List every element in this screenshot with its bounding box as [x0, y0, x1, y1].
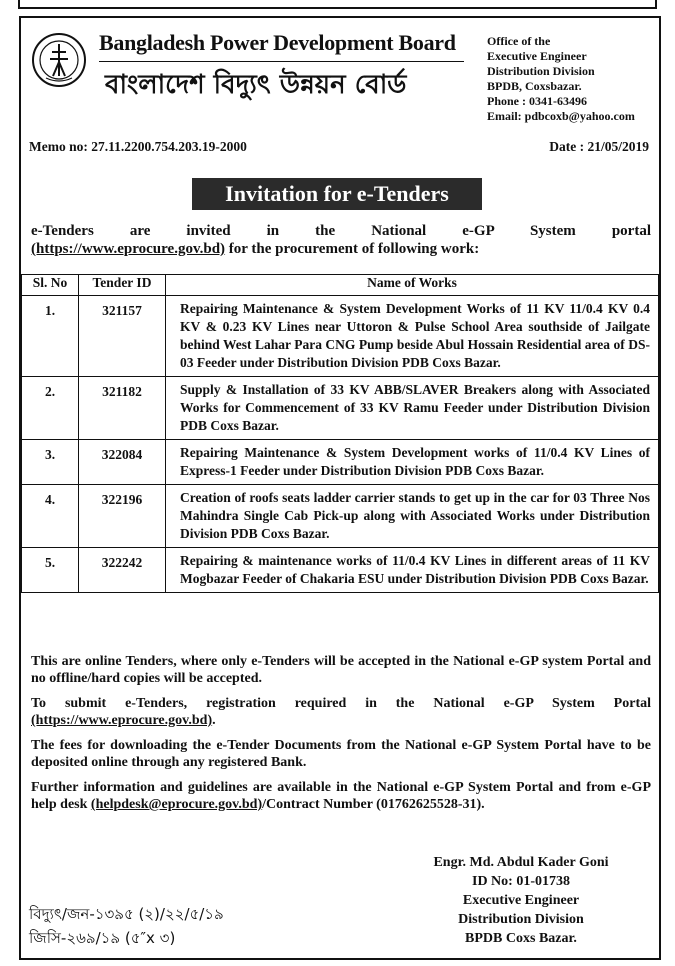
signatory-name: Engr. Md. Abdul Kader Goni	[433, 855, 609, 870]
signatory-office: BPDB Coxs Bazar.	[465, 931, 577, 946]
row-tender-id: 322084	[79, 440, 166, 485]
letterhead	[21, 18, 659, 123]
office-email: Email: pdbcoxb@yahoo.com	[487, 109, 635, 123]
row-tender-id: 322242	[79, 548, 166, 593]
header-tender-id: Tender ID	[79, 275, 166, 296]
tender-table	[21, 274, 659, 593]
registration-end: .	[212, 713, 216, 728]
org-name-english: Bangladesh Power Development Board	[99, 30, 456, 55]
top-border-strip	[0, 0, 675, 10]
signature-block	[391, 853, 651, 948]
intro-line-2	[31, 240, 651, 258]
signatory-id: ID No: 01-01738	[472, 874, 570, 889]
notice-frame	[19, 16, 661, 960]
table-row	[22, 296, 659, 377]
bpdb-logo-icon	[31, 32, 87, 88]
row-sl: 4.	[22, 485, 79, 548]
info-end: /Contract Number (01762625528-31).	[262, 797, 485, 812]
reference-line: জিসি-২৬৯/১৯ (৫″x ৩)	[29, 929, 176, 947]
office-line: Executive Engineer	[487, 49, 587, 63]
reference-numbers	[29, 902, 224, 950]
office-line: Office of the	[487, 34, 551, 48]
reference-line: বিদ্যুৎ/জন-১৩৯৫ (২)/২২/৫/১৯	[29, 905, 224, 923]
office-address	[487, 34, 635, 124]
eprocure-link[interactable]: (https://www.eprocure.gov.bd)	[31, 241, 226, 257]
row-sl: 3.	[22, 440, 79, 485]
row-sl: 5.	[22, 548, 79, 593]
row-tender-id: 321182	[79, 377, 166, 440]
terms-section	[31, 653, 651, 821]
row-work: Supply & Installation of 33 KV ABB/SLAVER Breakers along with Associated Works for Commencement of 33 KV Ramu Feeder under Distribution Division PDB Coxs Bazar.	[166, 377, 659, 440]
terms-paragraph-registration	[31, 695, 651, 729]
row-work: Repairing & maintenance works of 11/0.4 KV Lines in different areas of 11 KV Mogbazar Feeder of Chakaria ESU under Distribution Division PDB Coxs Bazar.	[166, 548, 659, 593]
memo-number: Memo no: 27.11.2200.754.203.19-2000	[29, 139, 247, 154]
table-row	[22, 485, 659, 548]
intro-line-2-text: for the procurement of following work:	[225, 241, 480, 257]
row-work: Repairing Maintenance & System Development works of 11/0.4 KV Lines of Express-1 Feeder under Distribution Division PDB Coxs Bazar.	[166, 440, 659, 485]
table-row	[22, 377, 659, 440]
table-row	[22, 440, 659, 485]
office-line: BPDB, Coxsbazar.	[487, 79, 582, 93]
office-line: Distribution Division	[487, 64, 595, 78]
row-work: Creation of roofs seats ladder carrier stands to get up in the car for 03 Three Nos Mahindra Single Cab Pick-up along with Associated Works under Distribution Division PDB Coxs Bazar.	[166, 485, 659, 548]
org-name-bangla: বাংলাদেশ বিদ্যুৎ উন্নয়ন বোর্ড	[105, 70, 407, 100]
row-sl: 1.	[22, 296, 79, 377]
header-sl-no: Sl. No	[22, 275, 79, 296]
row-tender-id: 322196	[79, 485, 166, 548]
signatory-division: Distribution Division	[458, 912, 584, 927]
table-header-row	[22, 275, 659, 296]
notice-title: Invitation for e-Tenders	[192, 178, 482, 210]
memo-date: Date : 21/05/2019	[549, 139, 649, 154]
row-work: Repairing Maintenance & System Development Works of 11 KV 11/0.4 KV 0.4 KV & 0.23 KV Lines near Uttoron & Pulse School Area southside of Jailgate behind West Lahar Para CNG Pump beside Abul Hossain Residential area of DS-03 Feeder under Distribution Division PDB Coxs Bazar.	[166, 296, 659, 377]
intro-line-1: e-Tenders are invited in the National e-GP System portal	[31, 223, 651, 239]
registration-text: To submit e-Tenders, registration required in the National e-GP System Portal	[31, 696, 651, 711]
terms-paragraph-online: This are online Tenders, where only e-Tenders will be accepted in the National e-GP system Portal and no offline/hard copies will be accepted.	[31, 654, 651, 686]
terms-paragraph-fees: The fees for downloading the e-Tender Documents from the National e-GP System Portal have to be deposited online through any registered Bank.	[31, 738, 651, 770]
info-text: Further information and guidelines are available in the National e-GP System Portal and from e-GP help desk	[31, 780, 651, 812]
row-tender-id: 321157	[79, 296, 166, 377]
helpdesk-email-link[interactable]: (helpdesk@eprocure.gov.bd)	[90, 797, 263, 812]
signatory-designation: Executive Engineer	[462, 893, 580, 908]
header-rule	[99, 61, 464, 62]
row-sl: 2.	[22, 377, 79, 440]
terms-paragraph-info	[31, 779, 651, 813]
office-phone: Phone : 0341-63496	[487, 94, 587, 108]
eprocure-link[interactable]: (https://www.eprocure.gov.bd)	[31, 713, 213, 728]
table-row	[22, 548, 659, 593]
header-name-of-works: Name of Works	[166, 275, 659, 296]
